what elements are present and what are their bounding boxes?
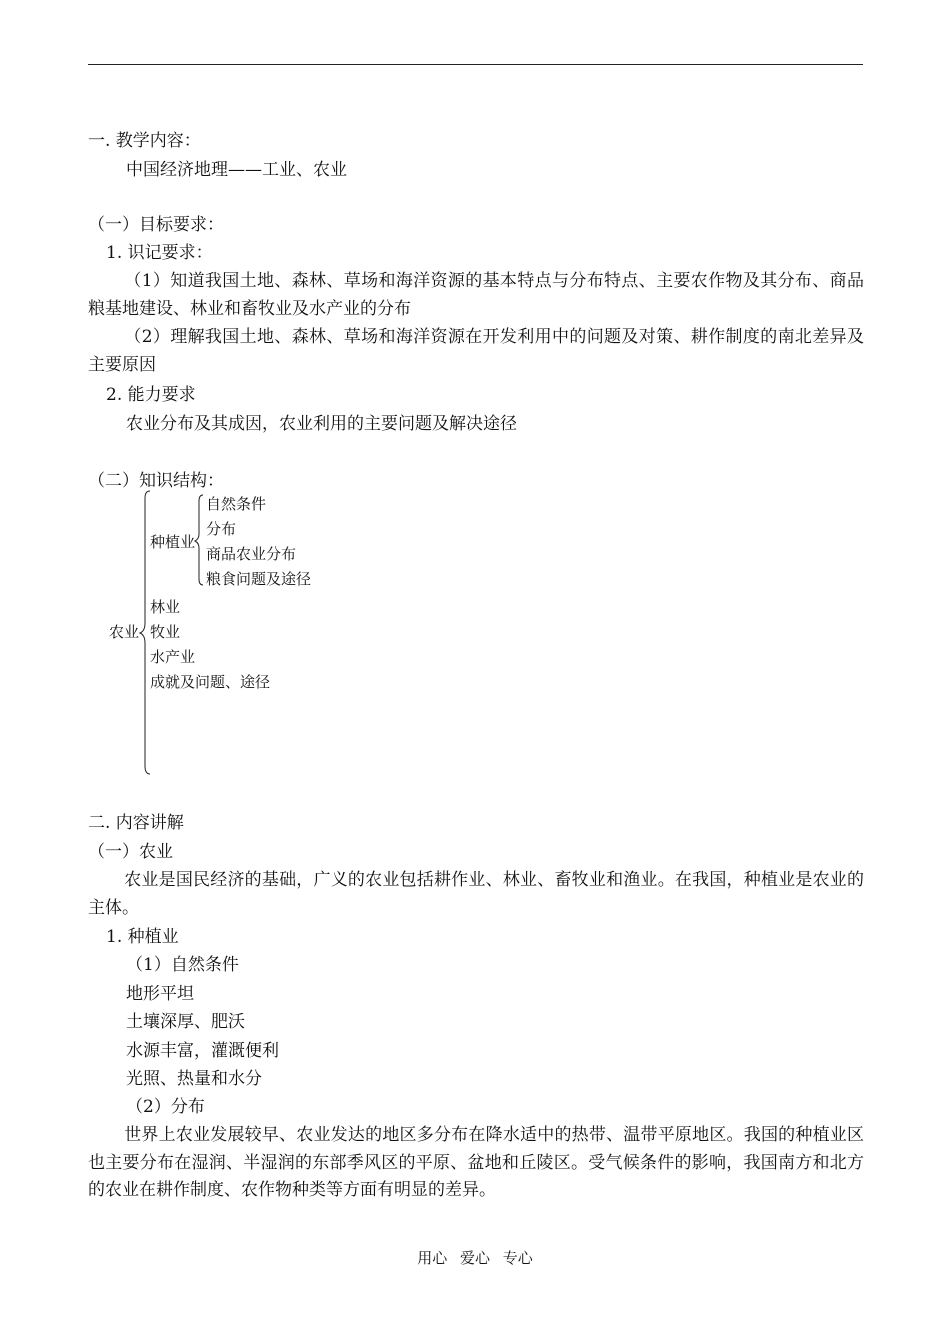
tree-node-animal-husbandry: 牧业 <box>150 623 181 641</box>
natural-item: 光照、热量和水分 <box>126 1069 262 1089</box>
tree-node-aquaculture: 水产业 <box>150 648 196 666</box>
distribution-heading: （2）分布 <box>126 1097 205 1117</box>
memory-requirement-heading: 1. 识记要求： <box>106 243 213 263</box>
page-footer <box>0 1247 950 1268</box>
tree-leaf-natural-conditions: 自然条件 <box>206 495 267 513</box>
memory-requirement-2: （2）理解我国土地、森林、草场和海洋资源在开发利用中的问题及对策、耕作制度的南北差异及主要原因 <box>88 327 864 375</box>
header-rule <box>88 64 863 65</box>
tree-node-planting: 种植业 <box>150 533 196 551</box>
tree-root-agriculture: 农业 <box>109 623 140 641</box>
natural-item: 地形平坦 <box>126 984 194 1004</box>
footer-word: 爱心 <box>459 1249 490 1267</box>
natural-item: 水源丰富，灌溉便利 <box>126 1041 279 1061</box>
tree-node-achievements: 成就及问题、途径 <box>150 673 271 691</box>
tree-leaf-grain-issues: 粮食问题及途径 <box>206 570 312 588</box>
natural-conditions-heading: （1）自然条件 <box>126 955 239 975</box>
planting-heading: 1. 种植业 <box>106 927 179 947</box>
section-2-heading: 二. 内容讲解 <box>88 813 184 833</box>
ability-requirement-heading: 2. 能力要求 <box>106 385 196 405</box>
goals-heading: （一）目标要求： <box>88 215 224 235</box>
ability-requirement-text: 农业分布及其成因，农业利用的主要问题及解决途径 <box>126 414 517 434</box>
tree-leaf-distribution: 分布 <box>206 520 237 538</box>
footer-word: 专心 <box>502 1249 533 1267</box>
memory-requirement-1: （1）知道我国土地、森林、草场和海洋资源的基本特点与分布特点、主要农作物及其分布、商品粮基地建设、林业和畜牧业及水产业的分布 <box>88 271 864 319</box>
agriculture-heading: （一）农业 <box>88 842 173 862</box>
tree-leaf-commercial-agriculture: 商品农业分布 <box>206 545 297 563</box>
tree-node-forestry: 林业 <box>150 598 181 616</box>
distribution-text: 世界上农业发展较早、农业发达的地区多分布在降水适中的热带、温带平原地区。我国的种植业区也主要分布在湿润、半湿润的东部季风区的平原、盆地和丘陵区。受气候条件的影响，我国南方和北方的农业在耕作制度、农作物种类等方面有明显的差异。 <box>88 1125 864 1200</box>
footer-word: 用心 <box>417 1249 448 1267</box>
knowledge-structure-heading: （二）知识结构： <box>88 471 224 491</box>
natural-item: 土壤深厚、肥沃 <box>126 1012 245 1032</box>
lesson-topic: 中国经济地理——工业、农业 <box>126 160 347 180</box>
agriculture-intro: 农业是国民经济的基础，广义的农业包括耕作业、林业、畜牧业和渔业。在我国，种植业是农业的主体。 <box>88 870 864 918</box>
section-1-heading: 一. 教学内容： <box>88 131 201 151</box>
